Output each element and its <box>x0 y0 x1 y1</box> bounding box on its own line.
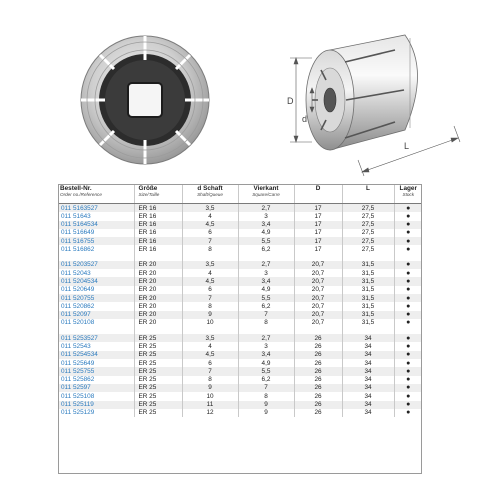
cell-shaft: 9 <box>182 384 238 392</box>
table-row <box>58 367 422 375</box>
cell-shaft: 10 <box>182 392 238 400</box>
table-row <box>58 294 422 302</box>
cell-square: 5,5 <box>238 237 294 245</box>
spacer-cell <box>394 254 422 261</box>
cell-size: ER 25 <box>134 384 182 392</box>
spacer-cell <box>238 254 294 261</box>
cell-order-number: 011 525119 <box>58 401 134 409</box>
cell-length: 27,5 <box>342 212 394 220</box>
dim-label-d: d <box>302 114 308 124</box>
cell-square: 4,9 <box>238 286 294 294</box>
cell-square: 5,5 <box>238 294 294 302</box>
cell-shaft: 3,5 <box>182 261 238 269</box>
cell-size: ER 25 <box>134 334 182 342</box>
spacer-cell <box>238 327 294 334</box>
cell-stock: ● <box>394 376 422 384</box>
col-header-shaft: d Schaft Shaft/Queue <box>182 184 238 204</box>
cell-stock: ● <box>394 204 422 213</box>
group-spacer <box>58 254 422 261</box>
cell-order-number: 011 5203527 <box>58 261 134 269</box>
collet-spec-table-container <box>58 184 422 474</box>
cell-shaft: 4,5 <box>182 221 238 229</box>
cell-order-number: 011 520108 <box>61 319 95 327</box>
cell-length: 34 <box>342 409 394 417</box>
cell-outer-d: 20,7 <box>294 286 342 294</box>
spacer-cell <box>58 327 134 334</box>
cell-order-number: 011 52597 <box>58 384 134 392</box>
cell-outer-d: 26 <box>294 409 342 417</box>
cell-stock: ● <box>394 334 422 342</box>
table-row <box>58 261 422 269</box>
table-row <box>58 311 422 319</box>
col-header-size: Größe Size/Taille <box>134 184 182 204</box>
cell-size: ER 20 <box>134 311 182 319</box>
cell-stock: ● <box>394 277 422 285</box>
cell-size: ER 20 <box>134 302 182 310</box>
cell-length: 27,5 <box>342 245 394 253</box>
cell-shaft: 8 <box>182 245 238 253</box>
cell-length: 34 <box>342 342 394 350</box>
table-row <box>58 384 422 392</box>
cell-order-number: 011 516862 <box>61 246 95 254</box>
cell-order-number: 011 516649 <box>61 229 95 237</box>
cell-shaft: 4 <box>182 212 238 220</box>
cell-stock: ● <box>394 311 422 319</box>
cell-size: ER 25 <box>134 409 182 417</box>
spacer-cell <box>294 254 342 261</box>
cell-square: 2,7 <box>238 261 294 269</box>
table-row <box>58 342 422 350</box>
col-header-L: L <box>342 184 394 204</box>
cell-length: 31,5 <box>342 277 394 285</box>
table-row <box>58 245 422 253</box>
cell-order-number: 011 525862 <box>61 376 95 384</box>
cell-square: 7 <box>238 311 294 319</box>
cell-square: 8 <box>238 319 294 327</box>
dim-label-L: L <box>404 141 410 151</box>
cell-size: ER 25 <box>134 367 182 375</box>
product-figures <box>0 0 490 182</box>
cell-outer-d: 26 <box>294 376 342 384</box>
cell-size: ER 25 <box>134 376 182 384</box>
cell-outer-d: 17 <box>294 229 342 237</box>
cell-length: 31,5 <box>342 261 394 269</box>
cell-shaft: 10 <box>182 319 238 327</box>
cell-order-number: 011 51643 <box>61 212 91 220</box>
table-row <box>58 401 422 409</box>
spacer-cell <box>394 327 422 334</box>
cell-shaft: 3,5 <box>182 334 238 342</box>
cell-order-number: 011 5254534 <box>58 351 134 359</box>
spacer-cell <box>182 327 238 334</box>
cell-length: 34 <box>342 367 394 375</box>
cell-square: 3,4 <box>238 351 294 359</box>
cell-stock: ● <box>394 359 422 367</box>
cell-stock: ● <box>394 351 422 359</box>
cell-order-number: 011 52097 <box>58 311 134 319</box>
table-body <box>58 204 422 418</box>
cell-order-number: 011 525755 <box>58 367 134 375</box>
cell-stock: ● <box>394 392 422 400</box>
col-header-D: D <box>294 184 342 204</box>
cell-shaft: 6 <box>182 359 238 367</box>
cell-shaft: 7 <box>182 237 238 245</box>
table-row <box>58 359 422 367</box>
cell-order-number: 011 52543 <box>61 343 91 350</box>
cell-outer-d: 20,7 <box>294 277 342 285</box>
spacer-cell <box>134 254 182 261</box>
cell-square: 5,5 <box>238 367 294 375</box>
dim-label-D: D <box>287 96 294 106</box>
cell-size: ER 20 <box>134 294 182 302</box>
cell-length: 34 <box>342 359 394 367</box>
cell-size: ER 25 <box>134 351 182 359</box>
spacer-cell <box>58 254 134 261</box>
cell-length: 27,5 <box>342 204 394 213</box>
cell-size: ER 16 <box>134 229 182 237</box>
cell-size: ER 16 <box>134 221 182 229</box>
cell-size: ER 25 <box>134 342 182 350</box>
cell-stock: ● <box>394 229 422 237</box>
cell-shaft: 11 <box>182 401 238 409</box>
cell-outer-d: 26 <box>294 384 342 392</box>
cell-size: ER 16 <box>134 237 182 245</box>
cell-square: 4,9 <box>238 229 294 237</box>
collet-drawing <box>290 35 460 176</box>
table-row <box>58 229 422 237</box>
cell-length: 34 <box>342 376 394 384</box>
cell-outer-d: 26 <box>294 342 342 350</box>
collet-photo <box>0 0 490 182</box>
cell-order-number: 011 52043 <box>61 269 91 277</box>
cell-shaft: 8 <box>182 376 238 384</box>
cell-size: ER 25 <box>134 392 182 400</box>
cell-outer-d: 17 <box>294 245 342 253</box>
cell-square: 4,9 <box>238 359 294 367</box>
cell-square: 3,4 <box>238 221 294 229</box>
cell-outer-d: 20,7 <box>294 269 342 277</box>
cell-stock: ● <box>394 401 422 409</box>
col-header-order: Bestell-Nr. Order no./Reference <box>58 184 134 204</box>
cell-size: ER 20 <box>134 261 182 269</box>
cell-square: 3 <box>238 212 294 220</box>
cell-order-number: 011 5253527 <box>58 334 134 342</box>
cell-square: 8 <box>238 392 294 400</box>
cell-outer-d: 26 <box>294 334 342 342</box>
cell-stock: ● <box>394 286 422 294</box>
cell-square: 2,7 <box>238 334 294 342</box>
cell-square: 3 <box>238 269 294 277</box>
cell-shaft: 4 <box>182 342 238 350</box>
cell-stock: ● <box>394 302 422 310</box>
cell-square: 6,2 <box>238 376 294 384</box>
cell-stock: ● <box>394 221 422 229</box>
collet-spec-table <box>58 184 422 417</box>
cell-outer-d: 26 <box>294 367 342 375</box>
table-row <box>58 269 422 277</box>
cell-order-number: 011 520755 <box>58 294 134 302</box>
cell-size: ER 20 <box>134 269 182 277</box>
cell-order-number: 011 5164534 <box>58 221 134 229</box>
table-header-row <box>58 184 422 204</box>
cell-outer-d: 17 <box>294 221 342 229</box>
cell-outer-d: 20,7 <box>294 311 342 319</box>
cell-outer-d: 20,7 <box>294 261 342 269</box>
cell-outer-d: 20,7 <box>294 294 342 302</box>
cell-outer-d: 20,7 <box>294 319 342 327</box>
cell-outer-d: 17 <box>294 237 342 245</box>
cell-order-number: 011 525108 <box>61 392 95 400</box>
table-row <box>58 334 422 342</box>
cell-square: 6,2 <box>238 245 294 253</box>
col-header-square: Vierkant Square/Carre <box>238 184 294 204</box>
cell-shaft: 4 <box>182 269 238 277</box>
spacer-cell <box>342 254 394 261</box>
cell-length: 31,5 <box>342 311 394 319</box>
cell-outer-d: 26 <box>294 359 342 367</box>
cell-order-number: 011 525649 <box>61 359 95 367</box>
cell-size: ER 20 <box>134 286 182 294</box>
cell-square: 6,2 <box>238 302 294 310</box>
cell-shaft: 4,5 <box>182 277 238 285</box>
cell-length: 34 <box>342 334 394 342</box>
col-header-stock: Lager Stock <box>394 184 422 204</box>
cell-order-number: 011 520649 <box>61 286 95 294</box>
cell-length: 27,5 <box>342 229 394 237</box>
cell-stock: ● <box>394 367 422 375</box>
cell-length: 31,5 <box>342 294 394 302</box>
cell-length: 31,5 <box>342 302 394 310</box>
table-row <box>58 286 422 294</box>
cell-stock: ● <box>394 245 422 253</box>
table-row <box>58 351 422 359</box>
cell-size: ER 25 <box>134 401 182 409</box>
cell-stock: ● <box>394 319 422 327</box>
cell-order-number: 011 525129 <box>61 409 95 417</box>
table-row <box>58 319 422 327</box>
cell-length: 31,5 <box>342 286 394 294</box>
cell-shaft: 6 <box>182 229 238 237</box>
cell-order-number: 011 5204534 <box>58 277 134 285</box>
cell-length: 34 <box>342 384 394 392</box>
cell-outer-d: 26 <box>294 392 342 400</box>
cell-outer-d: 17 <box>294 212 342 220</box>
table-row <box>58 302 422 310</box>
cell-size: ER 25 <box>134 359 182 367</box>
cell-square: 2,7 <box>238 204 294 213</box>
table-row <box>58 392 422 400</box>
cell-order-number: 011 5163527 <box>58 204 134 213</box>
cell-length: 34 <box>342 392 394 400</box>
cell-stock: ● <box>394 409 422 417</box>
cell-outer-d: 17 <box>294 204 342 213</box>
group-spacer <box>58 327 422 334</box>
cell-shaft: 12 <box>182 409 238 417</box>
cell-square: 9 <box>238 409 294 417</box>
cell-order-number: 011 520862 <box>61 302 95 310</box>
table-row <box>58 376 422 384</box>
cell-shaft: 9 <box>182 311 238 319</box>
spacer-cell <box>294 327 342 334</box>
cell-outer-d: 20,7 <box>294 302 342 310</box>
spacer-cell <box>342 327 394 334</box>
cell-size: ER 16 <box>134 245 182 253</box>
cell-stock: ● <box>394 294 422 302</box>
cell-length: 31,5 <box>342 269 394 277</box>
cell-size: ER 16 <box>134 212 182 220</box>
cell-shaft: 4,5 <box>182 351 238 359</box>
cell-square: 3,4 <box>238 277 294 285</box>
cell-size: ER 16 <box>134 204 182 213</box>
cell-square: 7 <box>238 384 294 392</box>
cell-stock: ● <box>394 384 422 392</box>
table-row <box>58 237 422 245</box>
cell-length: 27,5 <box>342 237 394 245</box>
cell-stock: ● <box>394 269 422 277</box>
cell-shaft: 7 <box>182 367 238 375</box>
table-row <box>58 277 422 285</box>
cell-shaft: 6 <box>182 286 238 294</box>
spacer-cell <box>182 254 238 261</box>
cell-length: 34 <box>342 351 394 359</box>
cell-shaft: 8 <box>182 302 238 310</box>
cell-square: 3 <box>238 342 294 350</box>
collet-bore <box>128 83 162 117</box>
cell-shaft: 7 <box>182 294 238 302</box>
cell-stock: ● <box>394 212 422 220</box>
cell-outer-d: 26 <box>294 401 342 409</box>
cell-outer-d: 26 <box>294 351 342 359</box>
table-row <box>58 409 422 417</box>
cell-length: 27,5 <box>342 221 394 229</box>
cell-size: ER 20 <box>134 277 182 285</box>
cell-size: ER 20 <box>134 319 182 327</box>
cell-stock: ● <box>394 342 422 350</box>
table-row <box>58 212 422 220</box>
spacer-cell <box>134 327 182 334</box>
cell-shaft: 3,5 <box>182 204 238 213</box>
table-row <box>58 204 422 213</box>
cell-stock: ● <box>394 237 422 245</box>
cell-length: 34 <box>342 401 394 409</box>
cell-length: 31,5 <box>342 319 394 327</box>
cell-square: 9 <box>238 401 294 409</box>
table-row <box>58 221 422 229</box>
cell-stock: ● <box>394 261 422 269</box>
cell-order-number: 011 516755 <box>58 237 134 245</box>
